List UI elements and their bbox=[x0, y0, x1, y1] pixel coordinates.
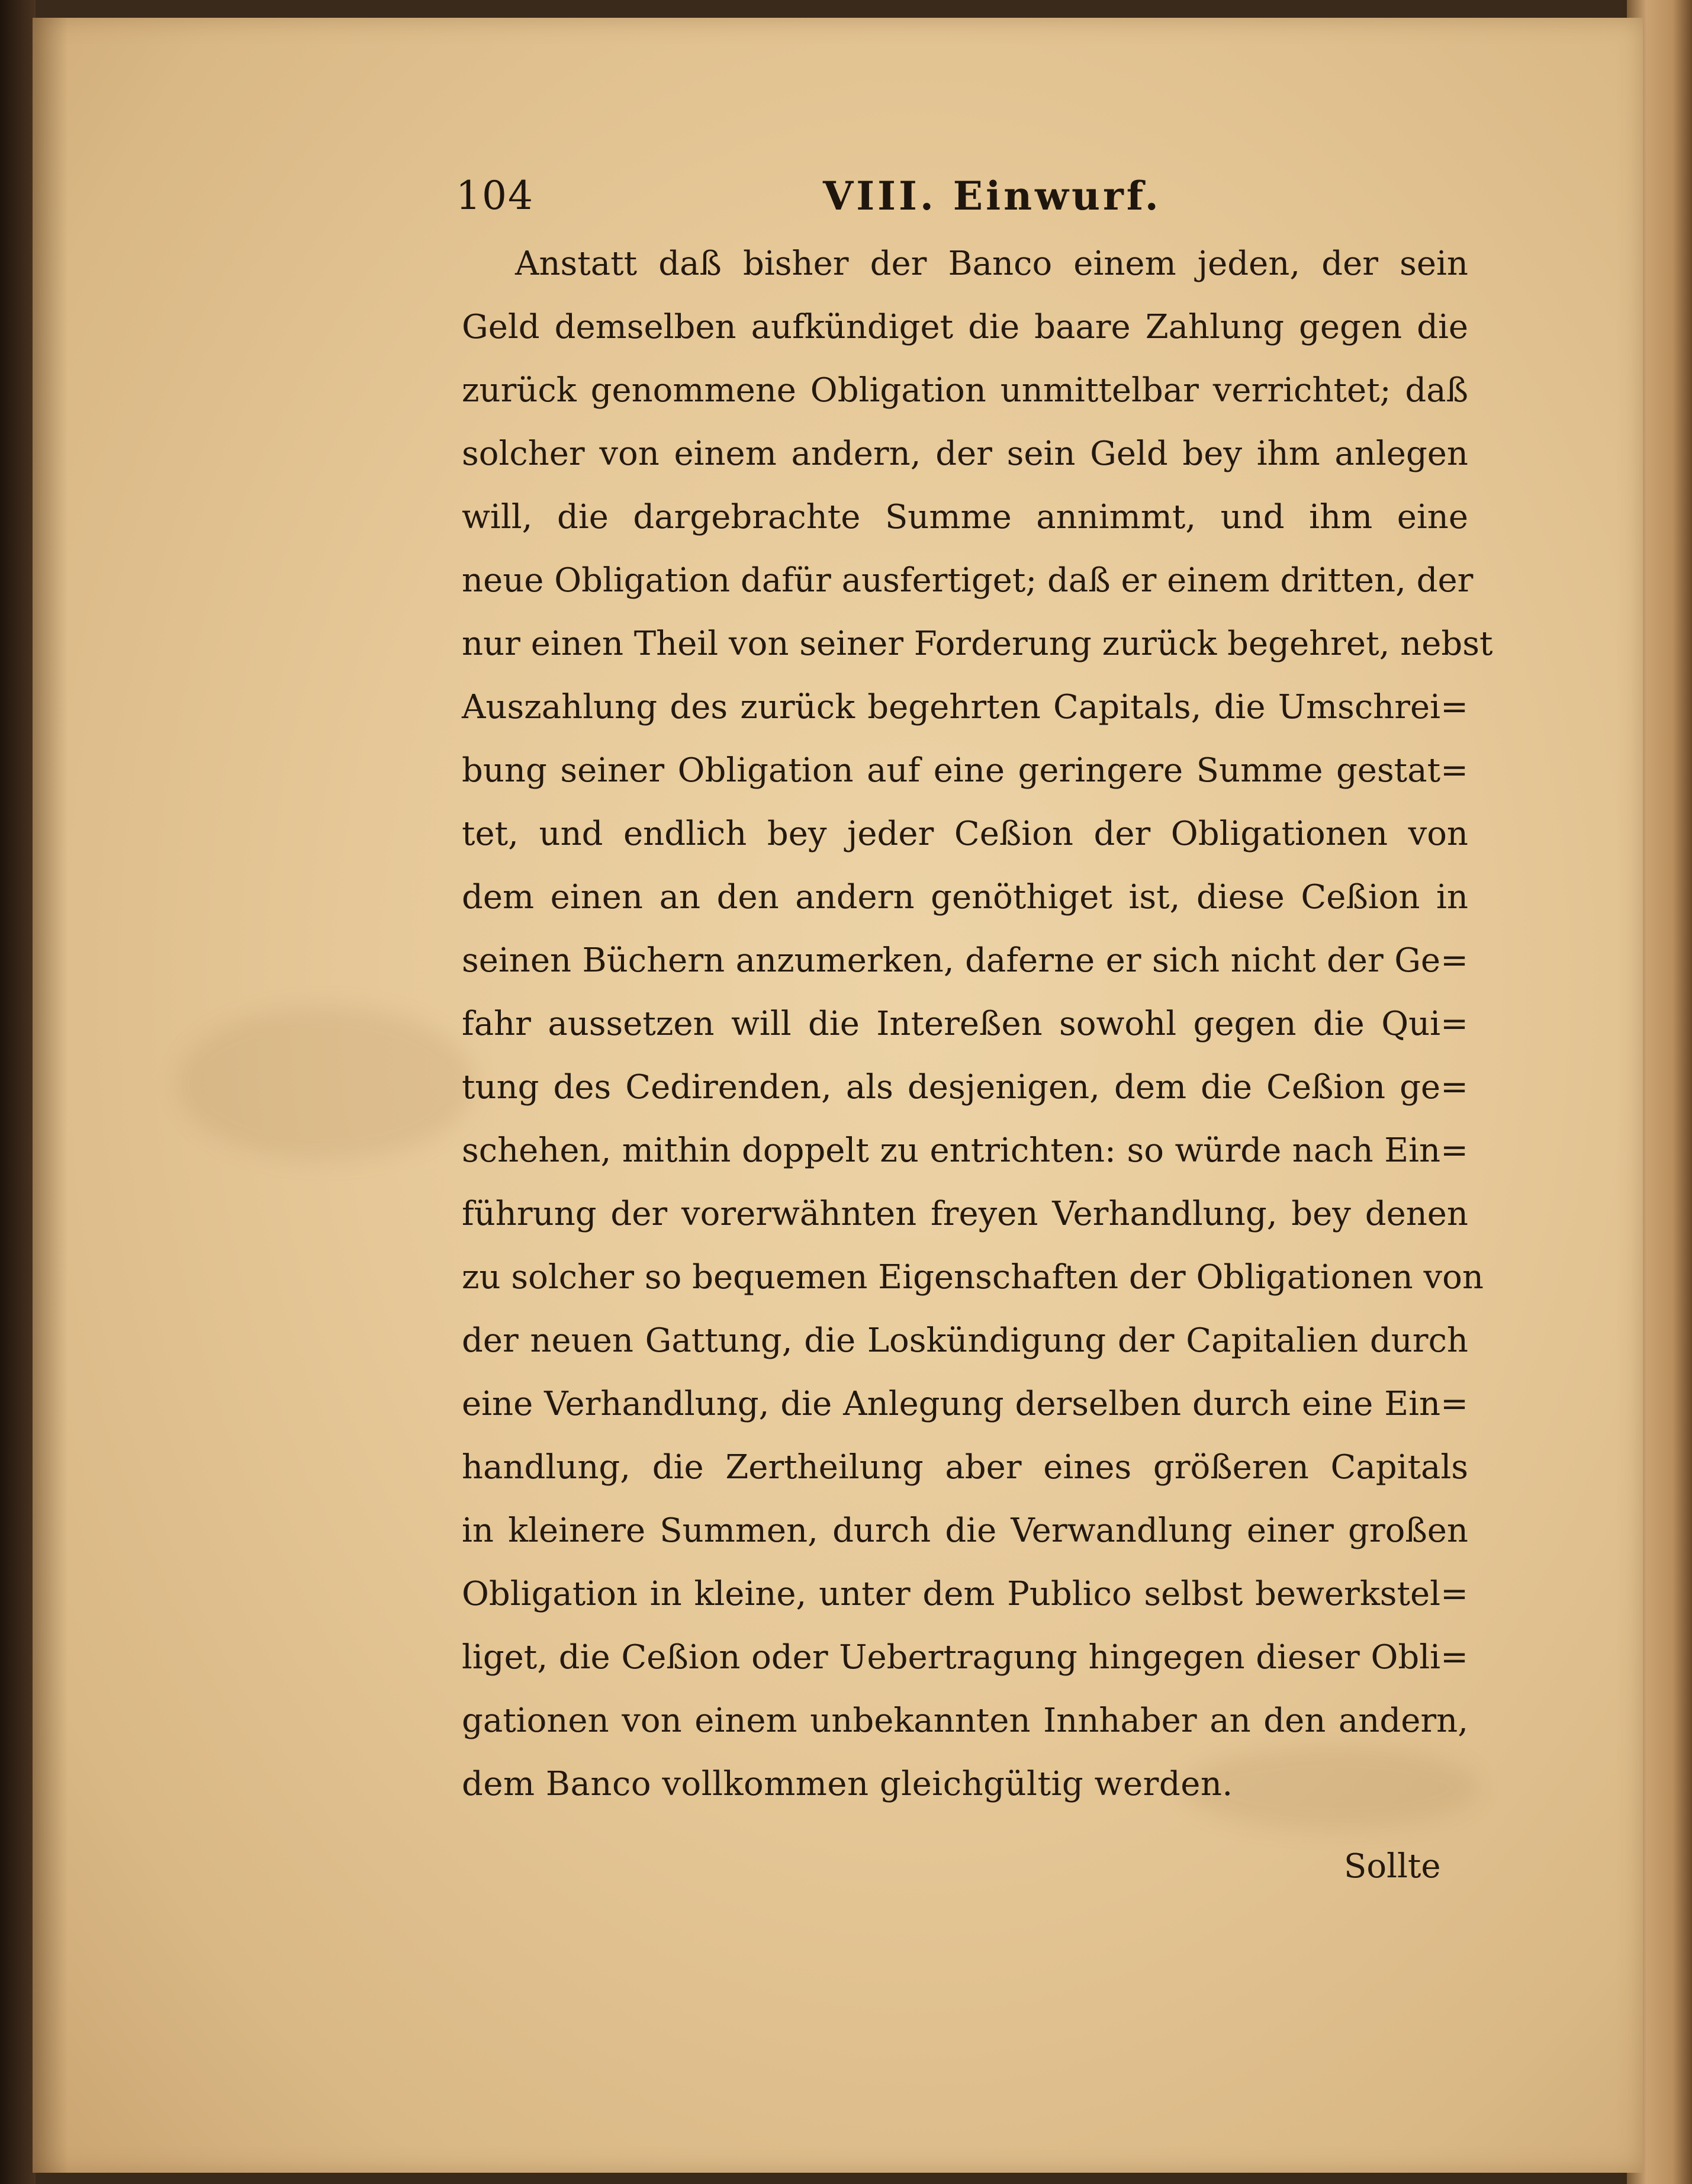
page-header bbox=[456, 173, 1486, 226]
text-line: führung der vorerwähnten freyen Verhandlung, bey denen bbox=[462, 1195, 1468, 1233]
text-line: nur einen Theil von seiner Forderung zurück begehret, nebst bbox=[462, 625, 1493, 663]
text-line: neue Obligation dafür ausfertiget; daß er einem dritten, der bbox=[462, 561, 1474, 600]
text-line: dem Banco vollkommen gleichgültig werden. bbox=[462, 1765, 1233, 1803]
text-line: fahr aussetzen will die Intereßen sowohl gegen die Qui= bbox=[462, 1005, 1468, 1043]
page-number: 104 bbox=[456, 173, 534, 218]
text-line: solcher von einem andern, der sein Geld bey ihm anlegen bbox=[462, 435, 1468, 473]
text-line: zurück genommene Obligation unmittelbar verrichtet; daß bbox=[462, 371, 1468, 410]
text-line: will, die dargebrachte Summe annimmt, und ihm eine bbox=[462, 498, 1468, 536]
text-line: tung des Cedirenden, als desjenigen, dem die Ceßion ge= bbox=[462, 1068, 1468, 1107]
text-line: seinen Büchern anzumerken, daferne er sich nicht der Ge= bbox=[462, 941, 1468, 980]
text-line: eine Verhandlung, die Anlegung derselben durch eine Ein= bbox=[462, 1385, 1468, 1423]
text-line: bung seiner Obligation auf eine geringere Summe gestat= bbox=[462, 751, 1468, 790]
catchword: Sollte bbox=[1344, 1847, 1441, 1886]
backdrop-left bbox=[0, 0, 36, 2184]
text-line: Auszahlung des zurück begehrten Capitals, die Umschrei= bbox=[462, 688, 1468, 726]
page-gutter-shadow bbox=[33, 18, 68, 2173]
text-line: tet, und endlich bey jeder Ceßion der Obligationen von bbox=[462, 815, 1468, 853]
text-line: Obligation in kleine, unter dem Publico selbst bewerkstel= bbox=[462, 1575, 1468, 1613]
text-line: handlung, die Zertheilung aber eines größeren Capitals bbox=[462, 1448, 1468, 1487]
text-line: der neuen Gattung, die Loskündigung der Capitalien durch bbox=[462, 1321, 1468, 1360]
text-line: Geld demselben aufkündiget die baare Zahlung gegen die bbox=[462, 308, 1468, 346]
running-head: VIII. Einwurf. bbox=[823, 173, 1162, 219]
text-line: schehen, mithin doppelt zu entrichten: so würde nach Ein= bbox=[462, 1131, 1468, 1170]
text-line: in kleinere Summen, durch die Verwandlung einer großen bbox=[462, 1511, 1468, 1550]
text-line: gationen von einem unbekannten Innhaber an den andern, bbox=[462, 1701, 1468, 1740]
body-text bbox=[462, 232, 1493, 1816]
show-through-stain bbox=[178, 1006, 474, 1160]
text-line: Anstatt daß bisher der Banco einem jeden, der sein bbox=[515, 245, 1468, 283]
text-line: liget, die Ceßion oder Uebertragung hingegen dieser Obli= bbox=[462, 1638, 1468, 1677]
text-line: zu solcher so bequemen Eigenschaften der Obligationen von bbox=[462, 1258, 1484, 1297]
text-line: dem einen an den andern genöthiget ist, diese Ceßion in bbox=[462, 878, 1468, 916]
